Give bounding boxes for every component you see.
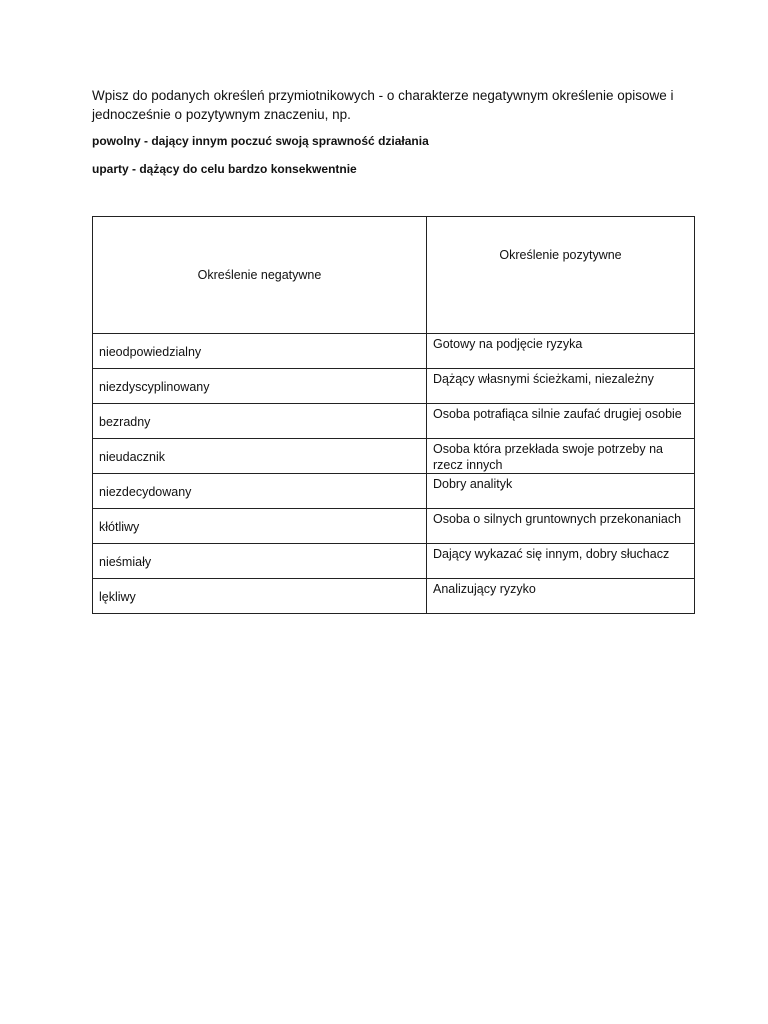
cell-negative: bezradny bbox=[93, 404, 427, 439]
table-header-row bbox=[93, 217, 695, 334]
cell-positive: Osoba o silnych gruntownych przekonaniach bbox=[427, 509, 695, 544]
cell-positive: Analizujący ryzyko bbox=[427, 579, 695, 614]
cell-positive: Osoba potrafiąca silnie zaufać drugiej osobie bbox=[427, 404, 695, 439]
cell-negative: niezdyscyplinowany bbox=[93, 369, 427, 404]
instruction-text: Wpisz do podanych określeń przymiotnikowych - o charakterze negatywnym określenie opisowe i jednocześnie o pozytywnym znaczeniu, np. bbox=[92, 88, 674, 122]
table-row bbox=[93, 404, 695, 439]
cell-positive: Gotowy na podjęcie ryzyka bbox=[427, 334, 695, 369]
table-row bbox=[93, 369, 695, 404]
table-row bbox=[93, 509, 695, 544]
table-row bbox=[93, 474, 695, 509]
document-page bbox=[92, 86, 694, 614]
cell-positive: Dobry analityk bbox=[427, 474, 695, 509]
table-row bbox=[93, 579, 695, 614]
table-row bbox=[93, 334, 695, 369]
header-positive: Określenie pozytywne bbox=[427, 217, 695, 334]
cell-negative: nieśmiały bbox=[93, 544, 427, 579]
cell-negative: nieudacznik bbox=[93, 439, 427, 474]
cell-negative: kłótliwy bbox=[93, 509, 427, 544]
example-1: powolny - dający innym poczuć swoją sprawność działania bbox=[92, 134, 429, 148]
header-negative: Określenie negatywne bbox=[93, 217, 427, 334]
cell-positive: Dający wykazać się innym, dobry słuchacz bbox=[427, 544, 695, 579]
cell-positive: Osoba która przekłada swoje potrzeby na rzecz innych bbox=[427, 439, 695, 474]
cell-positive: Dążący własnymi ścieżkami, niezależny bbox=[427, 369, 695, 404]
cell-negative: lękliwy bbox=[93, 579, 427, 614]
adjectives-table bbox=[92, 216, 695, 614]
table-row bbox=[93, 544, 695, 579]
cell-negative: nieodpowiedzialny bbox=[93, 334, 427, 369]
table-row bbox=[93, 439, 695, 474]
example-2: uparty - dążący do celu bardzo konsekwentnie bbox=[92, 162, 357, 176]
cell-negative: niezdecydowany bbox=[93, 474, 427, 509]
